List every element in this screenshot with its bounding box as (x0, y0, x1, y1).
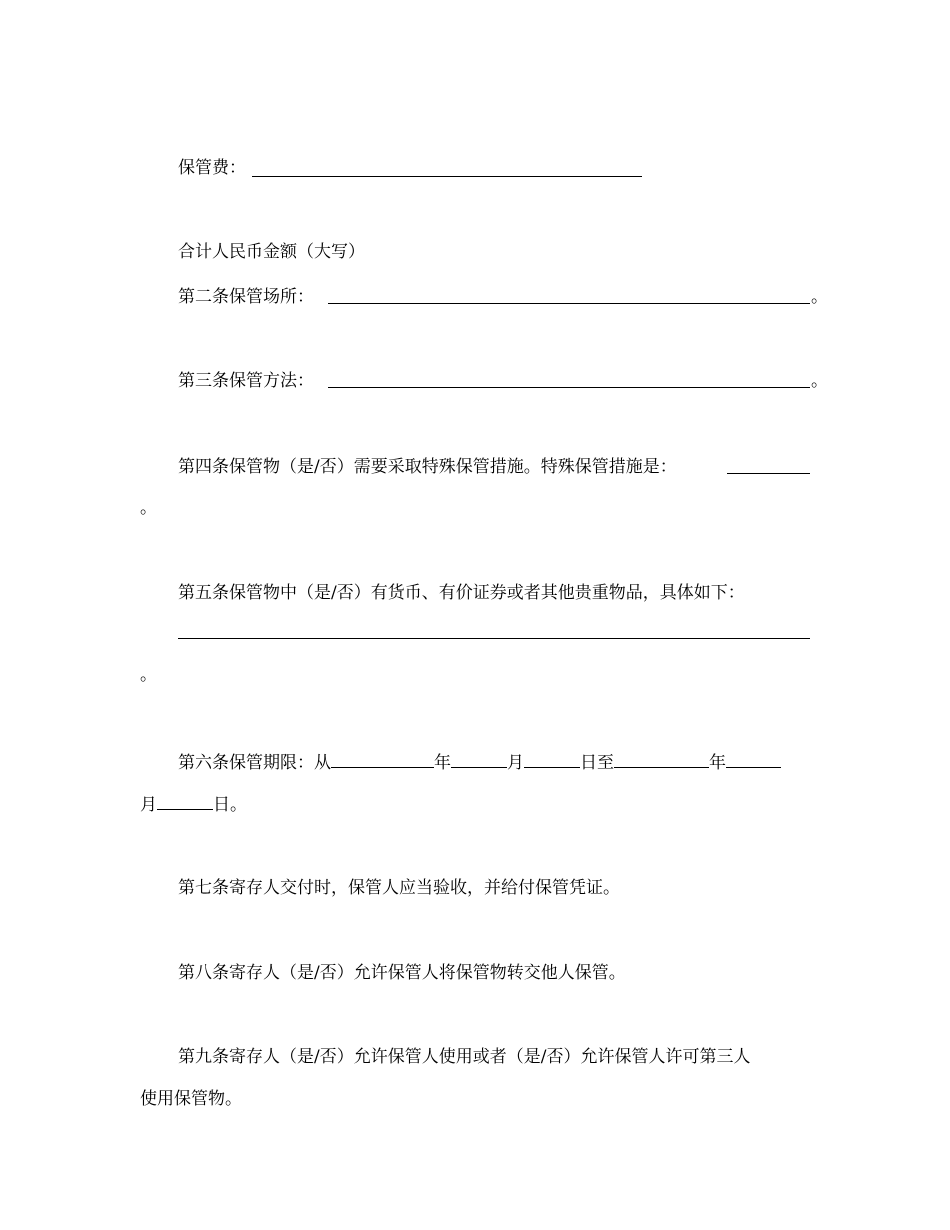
article6-end-month-blank[interactable] (726, 749, 781, 768)
article6-month1-label: 月 (507, 753, 524, 773)
article7-text: 第七条寄存人交付时，保管人应当验收，并给付保管凭证。 (178, 878, 620, 898)
fee-clause (178, 157, 246, 179)
article6-month2-label: 月 (140, 795, 157, 815)
article9-line1: 第九条寄存人（是/否）允许保管人使用或者（是/否）允许保管人许可第三人 (178, 1047, 751, 1067)
article6-prefix: 第六条保管期限：从 (178, 753, 331, 773)
article5-text: 第五条保管物中（是/否）有货币、有价证券或者其他贵重物品，具体如下： (178, 583, 745, 603)
article3-blank[interactable] (328, 387, 810, 388)
article6-line2 (140, 791, 247, 813)
article3-label: 第三条保管方法： (178, 371, 314, 391)
article2-period: 。 (811, 287, 828, 307)
article4-period: 。 (140, 498, 157, 518)
article4-text: 第四条保管物（是/否）需要采取特殊保管措施。特殊保管措施是： (178, 457, 677, 477)
article5-blank[interactable] (178, 638, 810, 639)
article4-blank[interactable] (727, 473, 810, 474)
article3-period: 。 (811, 371, 828, 391)
article6-day2-label: 日。 (213, 795, 247, 815)
article8-text: 第八条寄存人（是/否）允许保管人将保管物转交他人保管。 (178, 963, 626, 983)
article6-end-year-blank[interactable] (614, 749, 709, 768)
article6-year2-label: 年 (709, 753, 726, 773)
article6-start-day-blank[interactable] (524, 749, 580, 768)
fee-blank[interactable] (252, 176, 642, 177)
article6-day1-label: 日至 (580, 753, 614, 773)
article2-blank[interactable] (328, 303, 810, 304)
article9-line2: 使用保管物。 (140, 1089, 242, 1109)
total-amount-label: 合计人民币金额（大写） (178, 242, 365, 262)
fee-label: 保管费： (178, 158, 246, 178)
article6-start-month-blank[interactable] (451, 749, 507, 768)
article6-end-day-blank[interactable] (157, 791, 213, 810)
article2-label: 第二条保管场所： (178, 287, 314, 307)
article6-year1-label: 年 (434, 753, 451, 773)
article6-start-year-blank[interactable] (331, 749, 434, 768)
article6-line1 (178, 749, 781, 771)
article5-period: 。 (140, 665, 157, 685)
